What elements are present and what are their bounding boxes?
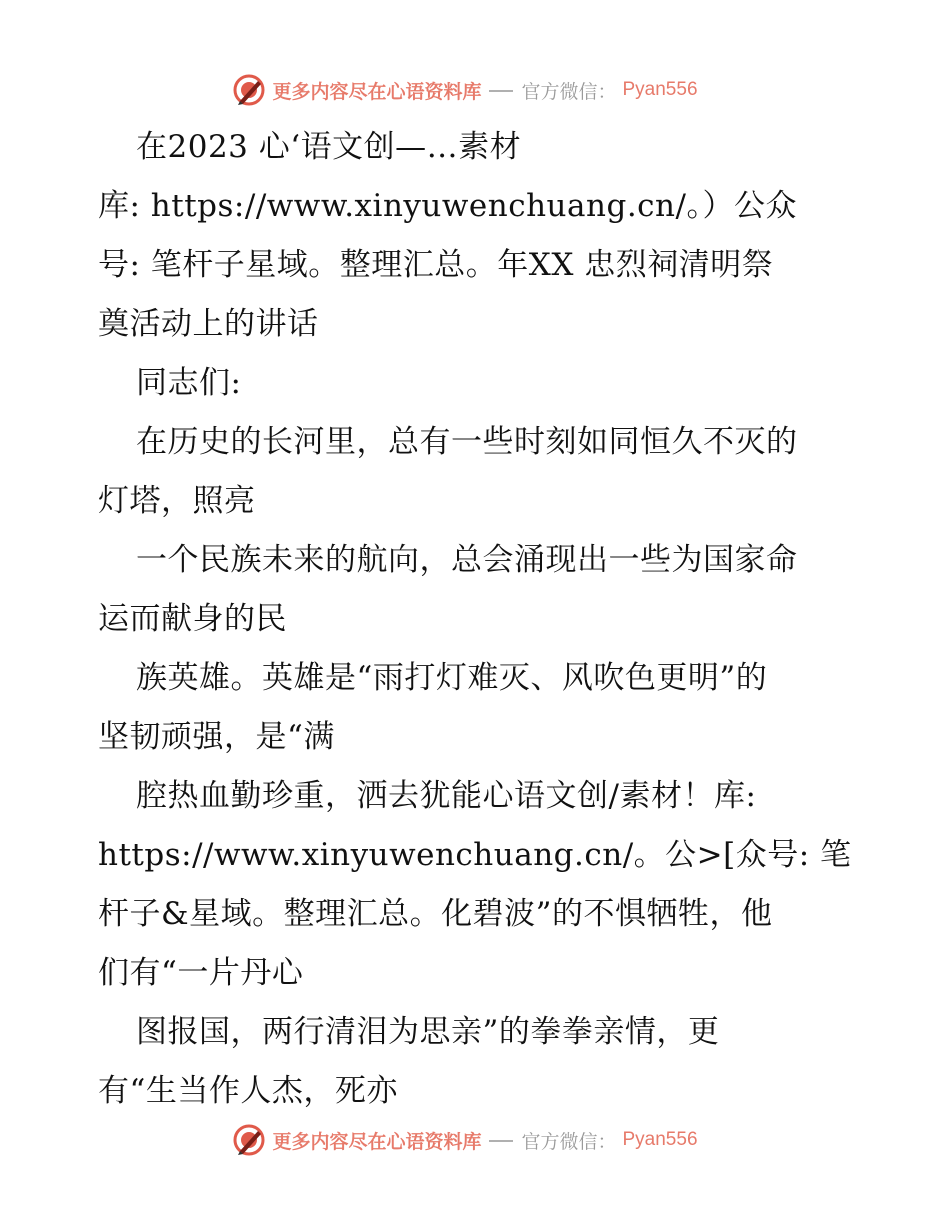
body-text-line: 图报国，两行清泪为思亲”的拳拳亲情，更 — [136, 1014, 720, 1050]
footer-banner-wechat-label: 官方微信： — [521, 1130, 617, 1153]
body-text-line: 奠活动上的讲话 — [98, 306, 319, 342]
header-banner-wechat-label: 官方微信： — [521, 80, 617, 103]
header-banner-dash — [489, 90, 513, 92]
body-text-line: 在历史的长河里，总有一些时刻如同恒久不灭的 — [136, 424, 798, 460]
footer-banner-dash — [489, 1140, 513, 1142]
body-text-line: 一个民族未来的航向，总会涌现出一些为国家命 — [136, 542, 798, 578]
body-text-line: https://www.xinyuwenchuang.cn/。公>[众号: 笔 — [98, 837, 852, 873]
body-text-line: 们有“一片丹心 — [98, 955, 304, 991]
header-banner-content — [232, 73, 697, 107]
footer-banner-wechat-id: Pyan556 — [622, 1129, 698, 1150]
body-text-line: 灯塔，照亮 — [98, 483, 256, 519]
footer-banner-title: 更多内容尽在心语资料库 — [272, 1130, 482, 1153]
pen-logo-icon — [232, 73, 266, 107]
body-text-line: 运而献身的民 — [98, 601, 287, 637]
body-text-line: 族英雄。英雄是“雨打灯难灭、风吹色更明”的 — [136, 660, 768, 696]
body-text-line: 库: https://www.xinyuwenchuang.cn/。）公众 — [98, 188, 797, 224]
body-text-line: 号: 笔杆子星域。整理汇总。年XX 忠烈祠清明祭 — [98, 247, 774, 283]
header-banner-wechat-id: Pyan556 — [622, 79, 698, 100]
pen-logo-icon — [232, 1123, 266, 1157]
body-text-line: 腔热血勤珍重，洒去犹能心语文创/素材！库: — [136, 778, 757, 814]
header-banner — [0, 70, 950, 110]
document-body — [98, 118, 868, 1121]
footer-banner-content — [232, 1123, 697, 1157]
body-text-line: 有“生当作人杰，死亦 — [98, 1073, 398, 1109]
header-banner-title: 更多内容尽在心语资料库 — [272, 80, 482, 103]
footer-banner — [0, 1120, 950, 1160]
body-text-line: 同志们: — [136, 365, 242, 401]
body-text-line: 杆子&星域。整理汇总。化碧波”的不惧牺牲，他 — [98, 896, 773, 932]
body-text-line: 在2023 心‘语文创—…素材 — [136, 129, 522, 165]
body-text-line: 坚韧顽强，是“满 — [98, 719, 335, 755]
